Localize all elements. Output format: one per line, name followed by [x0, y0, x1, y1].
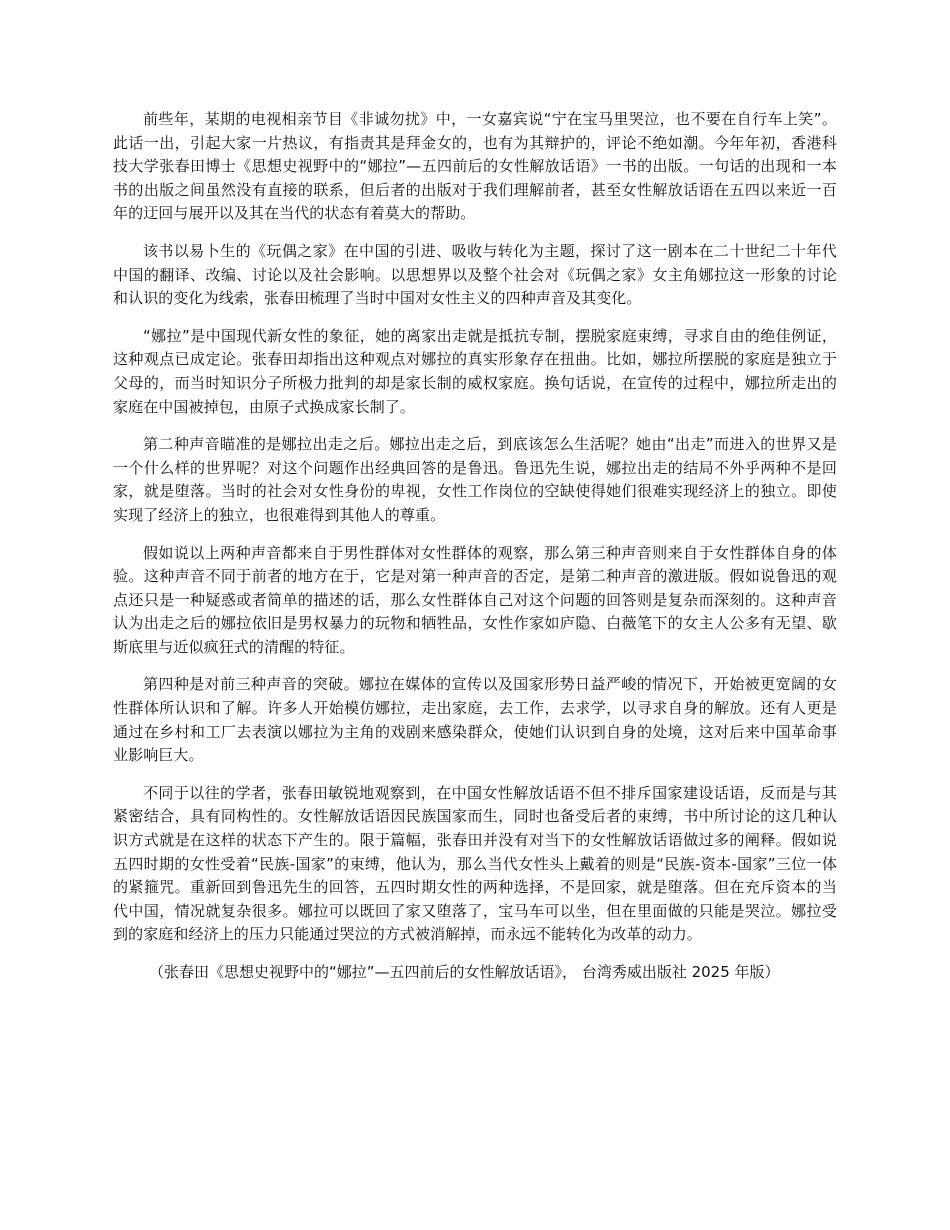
paragraph-1: 前些年，某期的电视相亲节目《非诚勿扰》中，一女嘉宾说“宁在宝马里哭泣，也不要在自行车上笑”。此话一出，引起大家一片热议，有指责其是拜金女的，也有为其辩护的，评论不绝如潮。今年年初，香港科技大学张春田博士《思想史视野中的“娜拉”—五四前后的女性解放话语》一书的出版。一句话的出现和一本书的出版之间虽然没有直接的联系，但后者的出版对于我们理解前者，甚至女性解放话语在五四以来近一百年的迂回与展开以及其在当代的状态有着莫大的帮助。 [113, 110, 837, 223]
paragraph-6: 第四种是对前三种声音的突破。娜拉在媒体的宣传以及国家形势日益严峻的情况下，开始被更宽阔的女性群体所认识和了解。许多人开始模仿娜拉，走出家庭，去工作，去求学，以寻求自身的解放。还有人更是通过在乡村和工厂去表演以娜拉为主角的戏剧来感染群众，使她们认识到自身的处境，这对后来中国革命事业影响巨大。 [113, 675, 837, 765]
paragraph-3: “娜拉”是中国现代新女性的象征，她的离家出走就是抵抗专制，摆脱家庭束缚，寻求自由的绝佳例证，这种观点已成定论。张春田却指出这种观点对娜拉的真实形象存在扭曲。比如，娜拉所摆脱的家庭是独立于父母的，而当时知识分子所极力批判的却是家长制的威权家庭。换句话说，在宣传的过程中，娜拉所走出的家庭在中国被掉包，由原子式换成家长制了。 [113, 326, 837, 416]
paragraph-2: 该书以易卜生的《玩偶之家》在中国的引进、吸收与转化为主题，探讨了这一剧本在二十世纪二十年代中国的翻译、改编、讨论以及社会影响。以思想界以及整个社会对《玩偶之家》女主角娜拉这一形象的讨论和认识的变化为线索，张春田梳理了当时中国对女性主义的四种声音及其变化。 [113, 241, 837, 308]
paragraph-7: 不同于以往的学者，张春田敏锐地观察到，在中国女性解放话语不但不排斥国家建设话语，反而是与其紧密结合，具有同构性的。女性解放话语因民族国家而生，同时也备受后者的束缚，书中所讨论的这几种认识方式就是在这样的状态下产生的。限于篇幅，张春田并没有对当下的女性解放话语做过多的阐释。假如说五四时期的女性受着“民族-国家”的束缚，他认为，那么当代女性头上戴着的则是“民族-资本-国家”三位一体的紧箍咒。重新回到鲁迅先生的回答，五四时期女性的两种选择，不是回家，就是堕落。但在充斥资本的当代中国，情况就复杂很多。娜拉可以既回了家又堕落了，宝马车可以坐，但在里面做的只能是哭泣。娜拉受到的家庭和经济上的压力只能通过哭泣的方式被消解掉，而永远不能转化为改革的动力。 [113, 783, 837, 944]
document-body [113, 108, 837, 983]
paragraph-4: 第二种声音瞄准的是娜拉出走之后。娜拉出走之后，到底该怎么生活呢？她由“出走”而进入的世界又是一个什么样的世界呢？对这个问题作出经典回答的是鲁迅。鲁迅先生说，娜拉出走的结局不外乎两种不是回家，就是堕落。当时的社会对女性身份的卑视，女性工作岗位的空缺使得她们很难实现经济上的独立。即使实现了经济上的独立，也很难得到其他人的尊重。 [113, 435, 837, 524]
source-citation: （张春田《思想史视野中的“娜拉”—五四前后的女性解放话语》， 台湾秀威出版社 2025 年版） [149, 963, 780, 981]
paragraph-5: 假如说以上两种声音都来自于男性群体对女性群体的观察，那么第三种声音则来自于女性群体自身的体验。这种声音不同于前者的地方在于，它是对第一种声音的否定，是第二种声音的激进版。假如说鲁迅的观点还只是一种疑惑或者简单的描述的话，那么女性群体自己对这个问题的回答则是复杂而深刻的。这种声音认为出走之后的娜拉依旧是男权暴力的玩物和牺牲品，女性作家如庐隐、白薇笔下的女主人公多有无望、歇斯底里与近似疯狂式的清醒的特征。 [113, 543, 837, 656]
